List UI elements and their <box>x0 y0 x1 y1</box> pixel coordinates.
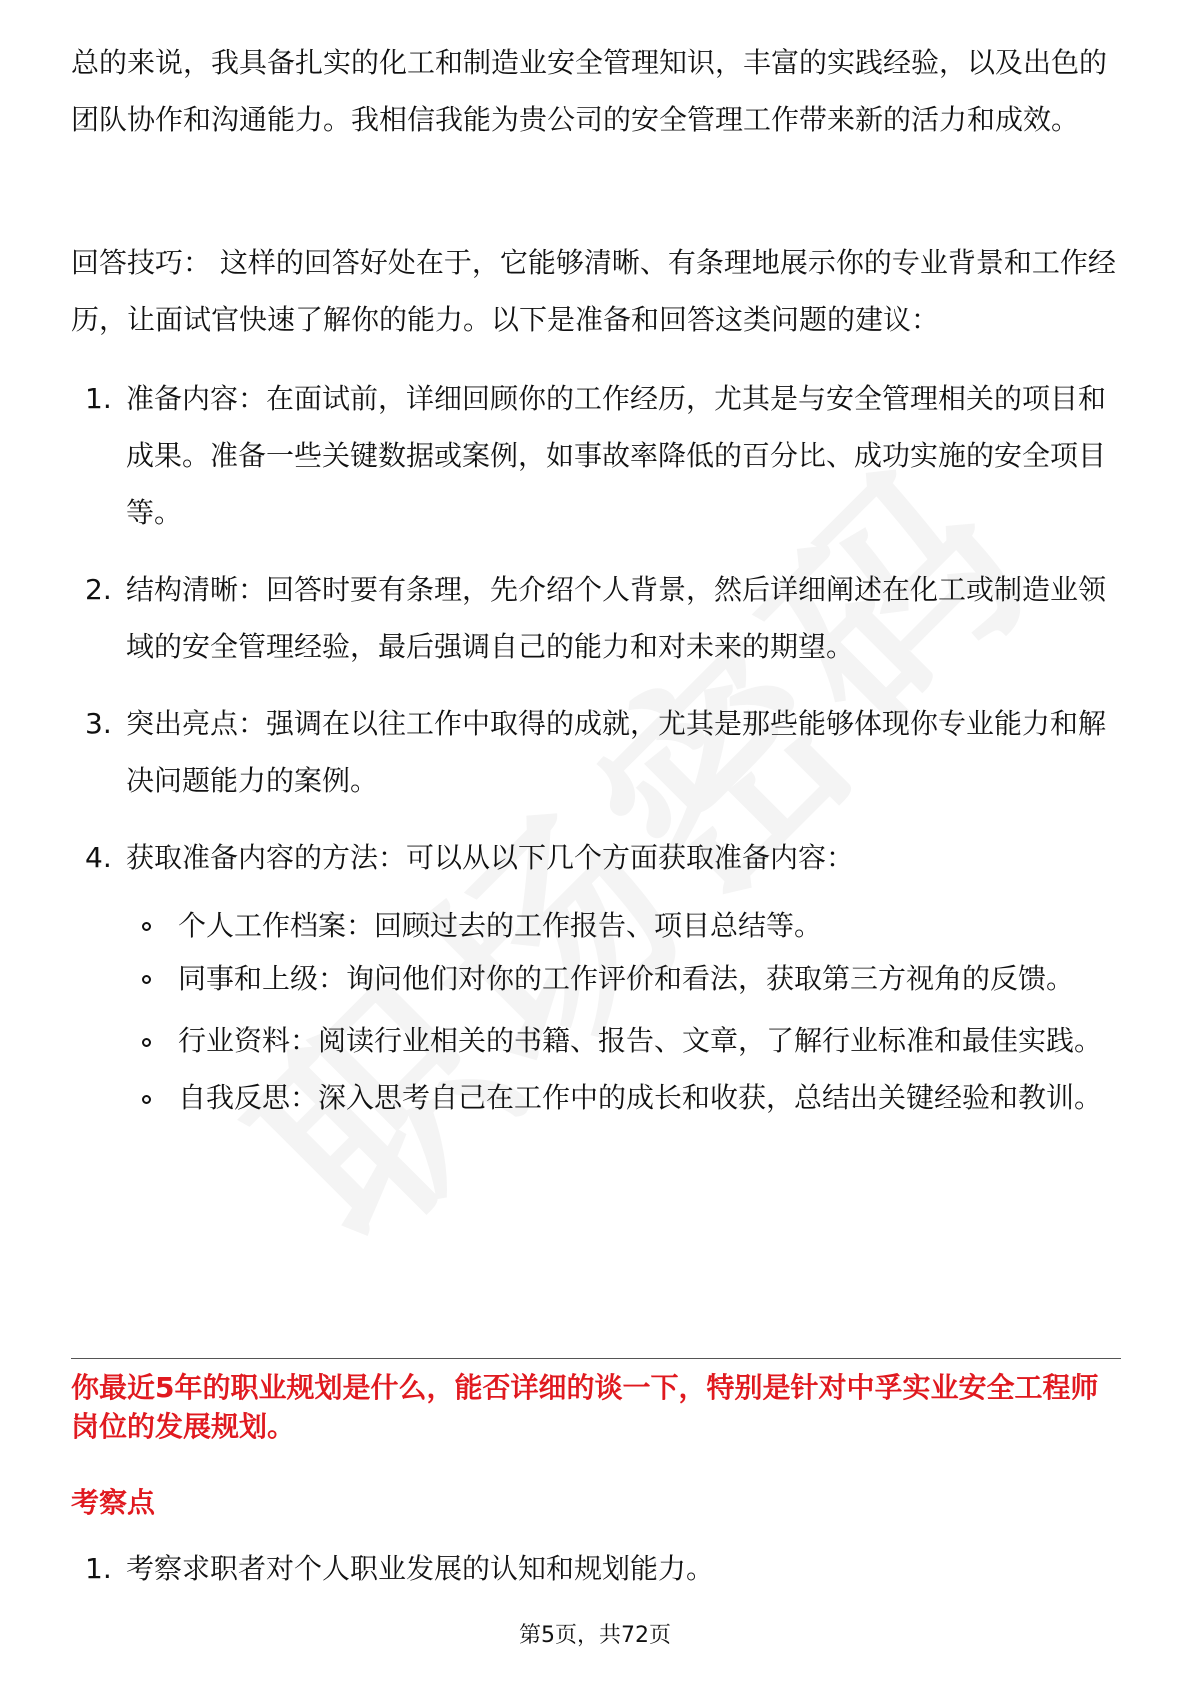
list-number: 1. <box>85 1552 112 1585</box>
list-item-text: 获取准备内容的方法：可以从以下几个方面获取准备内容： <box>126 841 855 874</box>
sub-list-item <box>140 1069 1120 1126</box>
circle-bullet-icon <box>142 1095 151 1104</box>
circle-bullet-icon <box>142 975 151 984</box>
list-item-text: 突出亮点：强调在以往工作中取得的成就，尤其是那些能够体现你专业能力和解决问题能力的案例。 <box>126 707 1107 797</box>
list-item <box>71 695 1121 809</box>
list-item <box>71 1540 1121 1597</box>
circle-bullet-icon <box>142 922 151 931</box>
section-heading: 考察点 <box>71 1486 156 1519</box>
list-number: 3. <box>85 707 112 740</box>
list-item <box>71 370 1121 541</box>
section-divider <box>71 1358 1121 1359</box>
list-item <box>71 829 1121 886</box>
sub-list-item-text: 行业资料：阅读行业相关的书籍、报告、文章，了解行业标准和最佳实践。 <box>178 1024 1103 1057</box>
sub-list-item <box>140 959 1120 999</box>
list-item-text: 准备内容：在面试前，详细回顾你的工作经历，尤其是与安全管理相关的项目和成果。准备一些关键数据或案例，如事故率降低的百分比、成功实施的安全项目等。 <box>126 382 1107 529</box>
circle-bullet-icon <box>142 1038 151 1047</box>
list-item-text: 结构清晰：回答时要有条理，先介绍个人背景，然后详细阐述在化工或制造业领域的安全管理经验，最后强调自己的能力和对未来的期望。 <box>126 573 1107 663</box>
summary-paragraph: 总的来说，我具备扎实的化工和制造业安全管理知识，丰富的实践经验，以及出色的团队协作和沟通能力。我相信我能为贵公司的安全管理工作带来新的活力和成效。 <box>71 46 1108 136</box>
sub-list-item-text: 同事和上级：询问他们对你的工作评价和看法，获取第三方视角的反馈。 <box>178 962 1075 995</box>
list-item <box>71 561 1121 675</box>
sub-list-item-text: 个人工作档案：回顾过去的工作报告、项目总结等。 <box>178 909 823 942</box>
interview-question: 你最近5年的职业规划是什么，能否详细的谈一下，特别是针对中孚实业安全工程师岗位的发展规划。 <box>71 1371 1099 1443</box>
sub-list-item <box>140 1012 1120 1069</box>
page-number: 第5页，共72页 <box>519 1623 671 1648</box>
list-number: 2. <box>85 573 112 606</box>
sources-list <box>140 906 1120 1126</box>
tips-paragraph: 回答技巧： 这样的回答好处在于，它能够清晰、有条理地展示你的专业背景和工作经历，让面试官快速了解你的能力。以下是准备和回答这类问题的建议： <box>71 246 1116 336</box>
sub-list-item-text: 自我反思：深入思考自己在工作中的成长和收获，总结出关键经验和教训。 <box>178 1081 1103 1114</box>
tips-list <box>71 370 1121 886</box>
list-number: 1. <box>85 382 112 415</box>
sub-list-item <box>140 906 1120 946</box>
list-item-text: 考察求职者对个人职业发展的认知和规划能力。 <box>126 1552 715 1585</box>
focus-list <box>71 1540 1121 1597</box>
list-number: 4. <box>85 841 112 874</box>
